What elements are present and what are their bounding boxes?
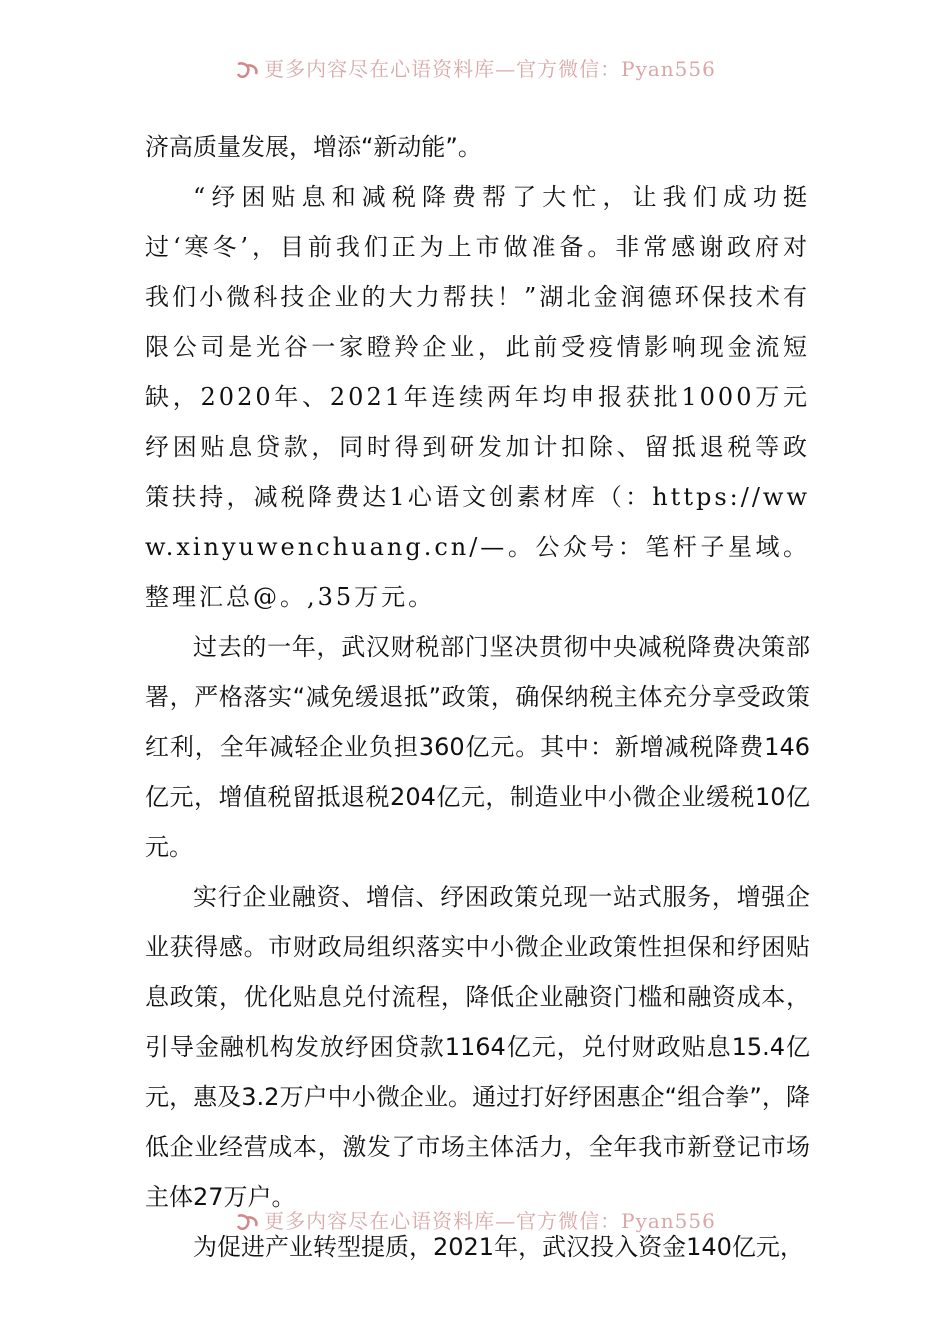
document-body <box>145 122 810 1272</box>
paragraph-5: 为促进产业转型提质，2021年，武汉投入资金140亿元， <box>193 1233 804 1261</box>
paragraph-2: “纾困贴息和减税降费帮了大忙，让我们成功挺过‘寒冬’，目前我们正为上市做准备。非常感谢政府对我们小微科技企业的大力帮扶！”湖北金润德环保技术有限公司是光谷一家瞪羚企业，此前受疫情影响现金流短缺，2020年、2021年连续两年均申报获批1000万元纾困贴息贷款，同时得到研发加计扣除、留抵退税等政策扶持，减税降费达1心语文创素材库（：https://www.xinyuwenchuang.cn/—。公众号：笔杆子星域。整理汇总@。,35万元。 <box>145 183 810 611</box>
paragraph-4: 实行企业融资、增信、纾困政策兑现一站式服务，增强企业获得感。市财政局组织落实中小微企业政策性担保和纾困贴息政策，优化贴息兑付流程，降低企业融资门槛和融资成本，引导金融机构发放纾困贷款1164亿元，兑付财政贴息15.4亿元，惠及3.2万户中小微企业。通过打好纾困惠企“组合拳”，降低企业经营成本，激发了市场主体活力，全年我市新登记市场主体27万户。 <box>145 883 810 1211</box>
watermark-header <box>0 56 950 82</box>
watermark-text: 更多内容尽在心语资料库—官方微信：Pyan556 <box>264 57 716 81</box>
paragraph-1: 济高质量发展，增添“新动能”。 <box>145 133 482 161</box>
paragraph-3: 过去的一年，武汉财税部门坚决贯彻中央减税降费决策部署，严格落实“减免缓退抵”政策，确保纳税主体充分享受政策红利，全年减轻企业负担360亿元。其中：新增减税降费146亿元，增值税留抵退税204亿元，制造业中小微企业缓税10亿元。 <box>145 633 810 861</box>
watermark-text: 更多内容尽在心语资料库—官方微信：Pyan556 <box>264 1209 716 1233</box>
logo-icon <box>234 60 262 82</box>
watermark-footer <box>0 1208 950 1234</box>
logo-icon <box>234 1212 262 1234</box>
